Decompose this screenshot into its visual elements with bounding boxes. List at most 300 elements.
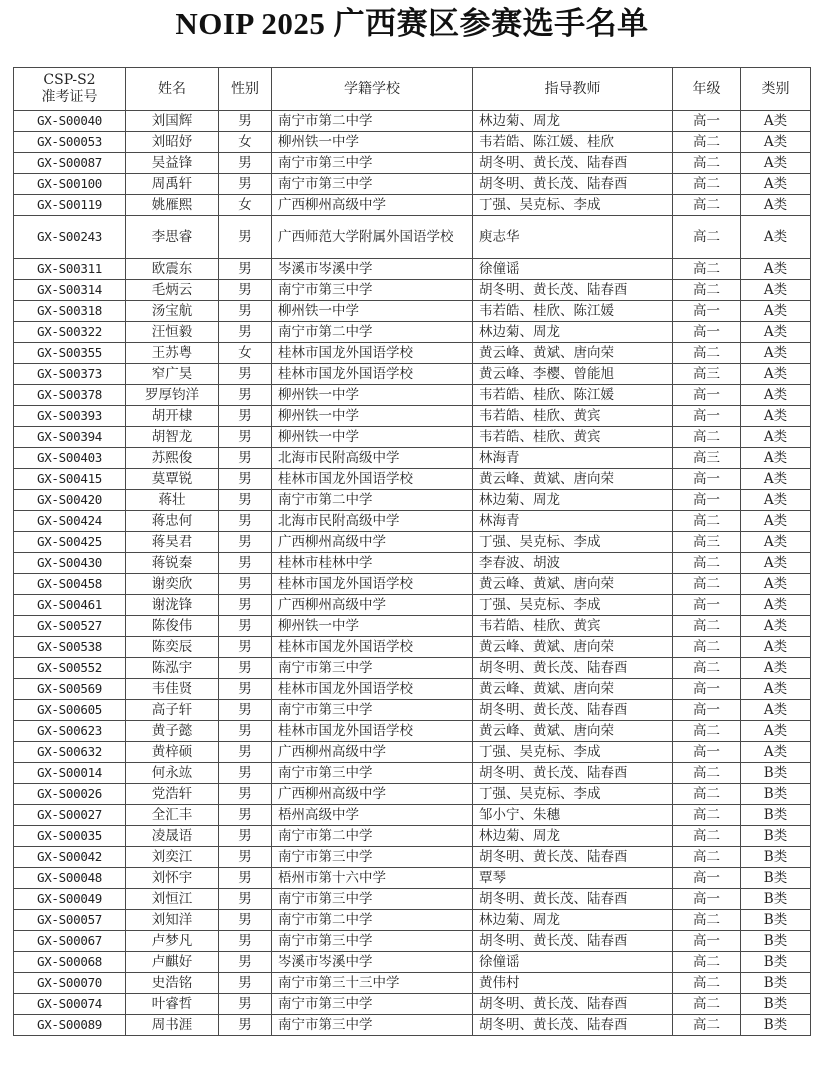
cell-school: 桂林市国龙外国语学校 [272, 364, 473, 385]
cell-name: 刘知洋 [126, 910, 219, 931]
cell-teachers: 黄云峰、黄斌、唐向荣 [473, 469, 673, 490]
cell-school: 南宁市第三中学 [272, 153, 473, 174]
cell-exam-id: GX-S00027 [14, 805, 126, 826]
cell-school: 梧州市第十六中学 [272, 868, 473, 889]
cell-name: 汤宝航 [126, 301, 219, 322]
cell-teachers: 徐僮谣 [473, 259, 673, 280]
cell-grade: 高二 [673, 763, 741, 784]
cell-grade: 高二 [673, 280, 741, 301]
cell-school: 桂林市国龙外国语学校 [272, 679, 473, 700]
document-title: NOIP 2025 广西赛区参赛选手名单 [175, 6, 649, 41]
cell-gender: 男 [219, 216, 272, 259]
cell-exam-id: GX-S00089 [14, 1015, 126, 1036]
cell-exam-id: GX-S00322 [14, 322, 126, 343]
cell-category: B类 [741, 889, 811, 910]
cell-school: 岑溪市岑溪中学 [272, 259, 473, 280]
cell-name: 党浩轩 [126, 784, 219, 805]
cell-exam-id: GX-S00394 [14, 427, 126, 448]
cell-category: A类 [741, 280, 811, 301]
cell-name: 何永竑 [126, 763, 219, 784]
cell-teachers: 胡冬明、黄长茂、陆春酉 [473, 994, 673, 1015]
cell-category: B类 [741, 910, 811, 931]
cell-name: 欧震东 [126, 259, 219, 280]
table-row [14, 805, 811, 826]
cell-teachers: 胡冬明、黄长茂、陆春酉 [473, 1015, 673, 1036]
cell-name: 莫覃锐 [126, 469, 219, 490]
cell-exam-id: GX-S00042 [14, 847, 126, 868]
cell-school: 南宁市第三中学 [272, 889, 473, 910]
cell-gender: 男 [219, 889, 272, 910]
table-row [14, 658, 811, 679]
cell-gender: 男 [219, 511, 272, 532]
cell-category: B类 [741, 973, 811, 994]
cell-school: 南宁市第三中学 [272, 763, 473, 784]
cell-gender: 女 [219, 195, 272, 216]
cell-school: 桂林市桂林中学 [272, 553, 473, 574]
table-row [14, 847, 811, 868]
cell-name: 谢泷锋 [126, 595, 219, 616]
table-row [14, 889, 811, 910]
table-row [14, 385, 811, 406]
cell-exam-id: GX-S00425 [14, 532, 126, 553]
cell-category: A类 [741, 532, 811, 553]
cell-grade: 高一 [673, 490, 741, 511]
cell-category: B类 [741, 1015, 811, 1036]
cell-category: A类 [741, 448, 811, 469]
cell-teachers: 丁强、吴克标、李成 [473, 532, 673, 553]
cell-gender: 男 [219, 406, 272, 427]
cell-grade: 高一 [673, 111, 741, 132]
cell-exam-id: GX-S00403 [14, 448, 126, 469]
cell-name: 陈俊伟 [126, 616, 219, 637]
cell-teachers: 林边菊、周龙 [473, 490, 673, 511]
cell-school: 广西柳州高级中学 [272, 595, 473, 616]
cell-gender: 男 [219, 259, 272, 280]
cell-grade: 高二 [673, 910, 741, 931]
cell-teachers: 丁强、吴克标、李成 [473, 784, 673, 805]
cell-category: A类 [741, 132, 811, 153]
cell-grade: 高一 [673, 931, 741, 952]
cell-school: 柳州铁一中学 [272, 406, 473, 427]
cell-teachers: 李春波、胡波 [473, 553, 673, 574]
cell-name: 汪恒毅 [126, 322, 219, 343]
cell-gender: 女 [219, 343, 272, 364]
table-row [14, 574, 811, 595]
cell-grade: 高二 [673, 174, 741, 195]
cell-category: A类 [741, 637, 811, 658]
cell-exam-id: GX-S00026 [14, 784, 126, 805]
cell-gender: 男 [219, 1015, 272, 1036]
cell-school: 南宁市第三十三中学 [272, 973, 473, 994]
cell-teachers: 林海青 [473, 448, 673, 469]
cell-category: A类 [741, 574, 811, 595]
cell-category: B类 [741, 826, 811, 847]
cell-teachers: 林边菊、周龙 [473, 826, 673, 847]
cell-grade: 高一 [673, 322, 741, 343]
cell-teachers: 韦若皓、桂欣、黄宾 [473, 427, 673, 448]
cell-school: 南宁市第三中学 [272, 658, 473, 679]
cell-exam-id: GX-S00049 [14, 889, 126, 910]
table-row [14, 994, 811, 1015]
cell-category: A类 [741, 195, 811, 216]
cell-gender: 男 [219, 700, 272, 721]
cell-grade: 高二 [673, 658, 741, 679]
cell-gender: 男 [219, 679, 272, 700]
cell-school: 北海市民附高级中学 [272, 511, 473, 532]
table-row [14, 216, 811, 259]
cell-gender: 男 [219, 847, 272, 868]
cell-gender: 男 [219, 658, 272, 679]
cell-school: 南宁市第二中学 [272, 111, 473, 132]
cell-teachers: 胡冬明、黄长茂、陆春酉 [473, 658, 673, 679]
table-row [14, 406, 811, 427]
cell-school: 柳州铁一中学 [272, 132, 473, 153]
cell-gender: 男 [219, 994, 272, 1015]
cell-grade: 高一 [673, 679, 741, 700]
cell-exam-id: GX-S00430 [14, 553, 126, 574]
cell-name: 史浩铭 [126, 973, 219, 994]
cell-exam-id: GX-S00373 [14, 364, 126, 385]
cell-name: 韦佳贤 [126, 679, 219, 700]
cell-teachers: 韦若皓、桂欣、黄宾 [473, 406, 673, 427]
cell-gender: 男 [219, 532, 272, 553]
cell-grade: 高二 [673, 721, 741, 742]
cell-grade: 高二 [673, 847, 741, 868]
cell-category: A类 [741, 553, 811, 574]
cell-school: 岑溪市岑溪中学 [272, 952, 473, 973]
cell-school: 广西柳州高级中学 [272, 742, 473, 763]
cell-grade: 高二 [673, 259, 741, 280]
table-row [14, 174, 811, 195]
cell-grade: 高一 [673, 742, 741, 763]
table-row [14, 679, 811, 700]
cell-grade: 高二 [673, 616, 741, 637]
cell-teachers: 胡冬明、黄长茂、陆春酉 [473, 174, 673, 195]
cell-category: A类 [741, 216, 811, 259]
cell-exam-id: GX-S00538 [14, 637, 126, 658]
cell-teachers: 邹小宁、朱穗 [473, 805, 673, 826]
cell-exam-id: GX-S00318 [14, 301, 126, 322]
cell-teachers: 林边菊、周龙 [473, 910, 673, 931]
table-body [14, 111, 811, 1036]
cell-category: A类 [741, 700, 811, 721]
cell-teachers: 胡冬明、黄长茂、陆春酉 [473, 931, 673, 952]
cell-gender: 男 [219, 280, 272, 301]
cell-exam-id: GX-S00087 [14, 153, 126, 174]
cell-name: 陈奕辰 [126, 637, 219, 658]
cell-name: 胡开棣 [126, 406, 219, 427]
table-row [14, 973, 811, 994]
cell-school: 柳州铁一中学 [272, 385, 473, 406]
cell-school: 南宁市第三中学 [272, 931, 473, 952]
cell-gender: 男 [219, 364, 272, 385]
cell-school: 桂林市国龙外国语学校 [272, 469, 473, 490]
table-row [14, 910, 811, 931]
cell-gender: 男 [219, 931, 272, 952]
cell-grade: 高一 [673, 868, 741, 889]
cell-name: 叶睿哲 [126, 994, 219, 1015]
cell-gender: 男 [219, 448, 272, 469]
cell-exam-id: GX-S00057 [14, 910, 126, 931]
table-header-row [14, 68, 811, 111]
cell-grade: 高二 [673, 784, 741, 805]
cell-grade: 高二 [673, 637, 741, 658]
cell-teachers: 林海青 [473, 511, 673, 532]
table-row [14, 616, 811, 637]
cell-grade: 高二 [673, 511, 741, 532]
cell-gender: 男 [219, 784, 272, 805]
cell-teachers: 胡冬明、黄长茂、陆春酉 [473, 889, 673, 910]
cell-exam-id: GX-S00623 [14, 721, 126, 742]
header-name: 姓名 [126, 68, 219, 111]
header-exam-id-line2: 准考证号 [41, 89, 98, 105]
cell-teachers: 胡冬明、黄长茂、陆春酉 [473, 280, 673, 301]
table-row [14, 595, 811, 616]
cell-exam-id: GX-S00378 [14, 385, 126, 406]
cell-teachers: 胡冬明、黄长茂、陆春酉 [473, 847, 673, 868]
cell-name: 全汇丰 [126, 805, 219, 826]
cell-grade: 高三 [673, 364, 741, 385]
cell-exam-id: GX-S00527 [14, 616, 126, 637]
cell-exam-id: GX-S00355 [14, 343, 126, 364]
cell-school: 桂林市国龙外国语学校 [272, 574, 473, 595]
cell-exam-id: GX-S00067 [14, 931, 126, 952]
cell-name: 罗厚钧洋 [126, 385, 219, 406]
cell-teachers: 徐僮谣 [473, 952, 673, 973]
cell-school: 南宁市第二中学 [272, 826, 473, 847]
cell-grade: 高二 [673, 343, 741, 364]
header-gender: 性别 [219, 68, 272, 111]
cell-exam-id: GX-S00424 [14, 511, 126, 532]
table-row [14, 132, 811, 153]
table-row [14, 343, 811, 364]
cell-teachers: 韦若皓、桂欣、陈江媛 [473, 385, 673, 406]
cell-exam-id: GX-S00100 [14, 174, 126, 195]
cell-grade: 高一 [673, 700, 741, 721]
cell-category: B类 [741, 784, 811, 805]
cell-school: 柳州铁一中学 [272, 427, 473, 448]
table-row [14, 280, 811, 301]
cell-category: A类 [741, 174, 811, 195]
cell-gender: 男 [219, 742, 272, 763]
table-row [14, 763, 811, 784]
cell-category: A类 [741, 658, 811, 679]
cell-category: A类 [741, 364, 811, 385]
cell-exam-id: GX-S00415 [14, 469, 126, 490]
cell-school: 南宁市第三中学 [272, 1015, 473, 1036]
cell-grade: 高一 [673, 889, 741, 910]
cell-school: 桂林市国龙外国语学校 [272, 343, 473, 364]
cell-gender: 男 [219, 111, 272, 132]
cell-name: 陈泓宇 [126, 658, 219, 679]
cell-exam-id: GX-S00243 [14, 216, 126, 259]
cell-exam-id: GX-S00035 [14, 826, 126, 847]
cell-name: 胡智龙 [126, 427, 219, 448]
cell-school: 柳州铁一中学 [272, 616, 473, 637]
cell-school: 桂林市国龙外国语学校 [272, 721, 473, 742]
cell-category: A类 [741, 385, 811, 406]
cell-teachers: 庾志华 [473, 216, 673, 259]
cell-name: 蒋锐秦 [126, 553, 219, 574]
cell-gender: 男 [219, 553, 272, 574]
cell-name: 刘昭妤 [126, 132, 219, 153]
cell-category: B类 [741, 868, 811, 889]
cell-grade: 高二 [673, 574, 741, 595]
cell-gender: 男 [219, 910, 272, 931]
cell-teachers: 韦若皓、桂欣、黄宾 [473, 616, 673, 637]
cell-category: A类 [741, 111, 811, 132]
cell-name: 姚雁熙 [126, 195, 219, 216]
cell-teachers: 丁强、吴克标、李成 [473, 595, 673, 616]
cell-category: A类 [741, 511, 811, 532]
table-row [14, 826, 811, 847]
cell-school: 南宁市第二中学 [272, 490, 473, 511]
table-row [14, 742, 811, 763]
header-exam-id-line1: CSP-S2 [43, 72, 96, 88]
cell-exam-id: GX-S00311 [14, 259, 126, 280]
header-teachers: 指导教师 [473, 68, 673, 111]
cell-gender: 男 [219, 153, 272, 174]
cell-exam-id: GX-S00632 [14, 742, 126, 763]
table-row [14, 721, 811, 742]
cell-exam-id: GX-S00569 [14, 679, 126, 700]
cell-category: A类 [741, 679, 811, 700]
cell-grade: 高三 [673, 532, 741, 553]
cell-gender: 男 [219, 469, 272, 490]
cell-grade: 高二 [673, 195, 741, 216]
cell-teachers: 韦若皓、桂欣、陈江媛 [473, 301, 673, 322]
cell-gender: 男 [219, 805, 272, 826]
cell-teachers: 胡冬明、黄长茂、陆春酉 [473, 763, 673, 784]
cell-exam-id: GX-S00068 [14, 952, 126, 973]
cell-category: A类 [741, 343, 811, 364]
cell-exam-id: GX-S00393 [14, 406, 126, 427]
table-row [14, 364, 811, 385]
cell-grade: 高二 [673, 805, 741, 826]
table-row [14, 195, 811, 216]
header-exam-id [14, 68, 126, 111]
cell-grade: 高二 [673, 427, 741, 448]
cell-grade: 高一 [673, 595, 741, 616]
cell-grade: 高二 [673, 826, 741, 847]
cell-school: 广西师范大学附属外国语学校 [272, 216, 473, 259]
cell-school: 南宁市第三中学 [272, 280, 473, 301]
table-row [14, 490, 811, 511]
cell-grade: 高二 [673, 132, 741, 153]
cell-category: A类 [741, 406, 811, 427]
cell-school: 南宁市第二中学 [272, 910, 473, 931]
cell-gender: 男 [219, 322, 272, 343]
table-row [14, 784, 811, 805]
cell-category: B类 [741, 952, 811, 973]
table-row [14, 469, 811, 490]
cell-grade: 高二 [673, 994, 741, 1015]
cell-grade: 高二 [673, 973, 741, 994]
table-row [14, 153, 811, 174]
cell-grade: 高二 [673, 216, 741, 259]
cell-teachers: 韦若皓、陈江媛、桂欣 [473, 132, 673, 153]
cell-gender: 男 [219, 385, 272, 406]
cell-exam-id: GX-S00053 [14, 132, 126, 153]
cell-category: A类 [741, 742, 811, 763]
cell-category: B类 [741, 805, 811, 826]
cell-teachers: 黄云峰、黄斌、唐向荣 [473, 574, 673, 595]
table-row [14, 301, 811, 322]
cell-gender: 男 [219, 826, 272, 847]
table-row [14, 448, 811, 469]
cell-teachers: 丁强、吴克标、李成 [473, 742, 673, 763]
cell-school: 柳州铁一中学 [272, 301, 473, 322]
cell-name: 凌晟语 [126, 826, 219, 847]
cell-category: B类 [741, 994, 811, 1015]
cell-exam-id: GX-S00070 [14, 973, 126, 994]
cell-category: A类 [741, 322, 811, 343]
cell-gender: 男 [219, 427, 272, 448]
cell-name: 卢麒好 [126, 952, 219, 973]
cell-grade: 高一 [673, 406, 741, 427]
cell-gender: 男 [219, 721, 272, 742]
table-row [14, 952, 811, 973]
cell-name: 王苏粤 [126, 343, 219, 364]
cell-grade: 高三 [673, 448, 741, 469]
table-row [14, 700, 811, 721]
header-school: 学籍学校 [272, 68, 473, 111]
cell-category: A类 [741, 595, 811, 616]
cell-grade: 高二 [673, 553, 741, 574]
table-row [14, 322, 811, 343]
cell-teachers: 黄伟村 [473, 973, 673, 994]
cell-teachers: 覃琴 [473, 868, 673, 889]
cell-teachers: 丁强、吴克标、李成 [473, 195, 673, 216]
cell-category: A类 [741, 469, 811, 490]
cell-gender: 男 [219, 616, 272, 637]
cell-category: A类 [741, 259, 811, 280]
cell-name: 卢梦凡 [126, 931, 219, 952]
cell-gender: 女 [219, 132, 272, 153]
cell-exam-id: GX-S00420 [14, 490, 126, 511]
cell-name: 蒋忠何 [126, 511, 219, 532]
cell-name: 刘国辉 [126, 111, 219, 132]
cell-grade: 高一 [673, 301, 741, 322]
cell-name: 蒋壮 [126, 490, 219, 511]
cell-school: 南宁市第三中学 [272, 174, 473, 195]
cell-category: A类 [741, 616, 811, 637]
cell-teachers: 林边菊、周龙 [473, 111, 673, 132]
cell-category: A类 [741, 301, 811, 322]
cell-exam-id: GX-S00014 [14, 763, 126, 784]
cell-exam-id: GX-S00461 [14, 595, 126, 616]
header-grade: 年级 [673, 68, 741, 111]
cell-exam-id: GX-S00074 [14, 994, 126, 1015]
cell-category: B类 [741, 847, 811, 868]
cell-category: B类 [741, 763, 811, 784]
cell-name: 刘奕江 [126, 847, 219, 868]
cell-exam-id: GX-S00314 [14, 280, 126, 301]
cell-name: 刘怀宇 [126, 868, 219, 889]
header-category: 类别 [741, 68, 811, 111]
cell-grade: 高二 [673, 153, 741, 174]
table-row [14, 868, 811, 889]
cell-name: 高子轩 [126, 700, 219, 721]
cell-category: A类 [741, 490, 811, 511]
cell-name: 苏熙俊 [126, 448, 219, 469]
cell-school: 南宁市第二中学 [272, 322, 473, 343]
table-row [14, 427, 811, 448]
cell-grade: 高二 [673, 1015, 741, 1036]
cell-school: 广西柳州高级中学 [272, 784, 473, 805]
table-row [14, 259, 811, 280]
cell-category: A类 [741, 427, 811, 448]
